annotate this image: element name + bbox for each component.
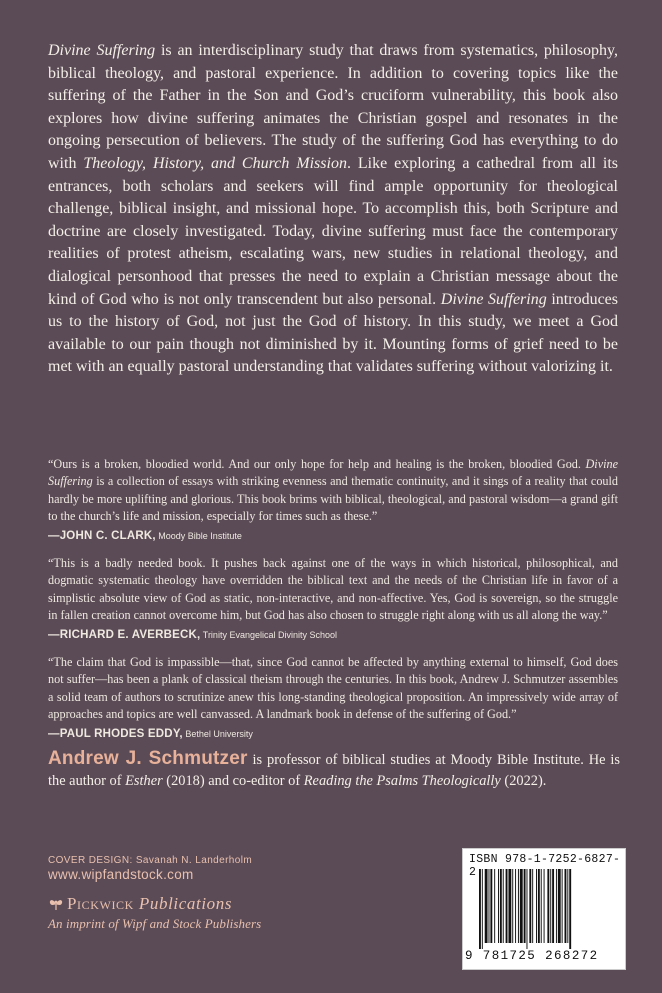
cover-design-credit: COVER DESIGN: Savanah N. Landerholm — [48, 855, 253, 866]
endorser-affiliation: Moody Bible Institute — [155, 530, 242, 541]
endorsement-3-signature — [48, 726, 618, 743]
endorsement-2-quote: “This is a badly needed book. It pushes back against one of the ways in which historical, philosophical, and dogmatic systematic theology have overridden the biblical text and the needs of the Christian life in favor of a simplistic absolute view of God as static, non-interactive, and non-affective. Yes, God is sovereign, so the struggle in fallen creation cannot overcome him, but God has also chosen to struggle right along with us all along the way.” — [48, 556, 618, 623]
endorsement-1 — [48, 456, 618, 545]
publisher-name-primary: Pickwick — [67, 894, 134, 913]
author-bio — [48, 748, 620, 792]
barcode-icon — [479, 869, 613, 949]
endorsement-1-quote-b: is a collection of essays with striking evenness and thematic continuity, and it sings of a reality that could hardly be more uplifting and glorious. This book brims with biblical, theological, and pastoral wisdom—a grand gift to the church’s life and mission, especially for times such as these.” — [48, 474, 618, 524]
author-book-2: Reading the Psalms Theologically — [303, 773, 501, 789]
author-bio-text-1: is professor of biblical studies at Moody Bible Institute. He is the author of — [48, 752, 620, 789]
credits — [48, 855, 252, 882]
endorsement-1-signature — [48, 528, 618, 545]
endorsement-1-quote-a: “Ours is a broken, bloodied world. And our only hope for help and healing is the broken, bloodied God. — [48, 457, 586, 471]
endorsement-3-quote: “The claim that God is impassible—that, since God cannot be affected by anything external to himself, God does not suffer—has been a plank of classical theism through the centuries. In this book, Andrew J. Schmutzer assembles a solid team of authors to scrutinize anew this long-standing theological proposition. An impressively wide array of approaches and topics are well canvassed. A landmark book in defense of the suffering of God.” — [48, 655, 618, 722]
publisher-name-secondary: Publications — [138, 894, 233, 913]
endorsement-2-signature — [48, 627, 618, 644]
book-description — [48, 40, 618, 379]
description-text-3: introduces us to the history of God, not just the God of history. In this study, we meet a God available to our pain though not diminished by it. Mounting forms of grief need to be met with an equally pastoral understanding that validates suffering without valorizing it. — [48, 290, 619, 376]
endorser-name: —RICHARD E. AVERBECK, — [48, 628, 201, 641]
isbn-label: ISBN 978-1-7252-6827-2 — [469, 853, 621, 879]
endorser-name: —JOHN C. CLARK, — [48, 529, 156, 542]
fleuron-icon — [48, 897, 64, 911]
author-bio-text-3: (2022). — [500, 773, 547, 789]
endorser-affiliation: Bethel University — [182, 728, 253, 739]
description-text-1: is an interdisciplinary study that draws from systematics, philosophy, biblical theology, and pastoral experience. In addition to covering topics like the suffering of the Father in the Son and God’s cruciform vulnerability, this book also explores how divine suffering animates the Christian gospel and resonates in the ongoing persecution of believers. The study of the suffering God has everything to do with — [48, 42, 619, 172]
endorser-affiliation: Trinity Evangelical Divinity School — [200, 629, 337, 640]
author-bio-text-2: (2018) and co-editor of — [162, 773, 304, 789]
description-title-2: Divine Suffering — [440, 290, 547, 308]
endorsement-3 — [48, 654, 618, 743]
publisher-imprint: An imprint of Wipf and Stock Publishers — [48, 916, 262, 931]
description-series-title: Theology, History, and Church Mission — [83, 154, 347, 172]
publisher-name — [48, 894, 261, 914]
publisher-website: www.wipfandstock.com — [48, 867, 194, 882]
endorsement-1-quote-italic: Divine Suffering — [48, 457, 618, 489]
publisher-logo — [48, 894, 261, 932]
endorsement-2 — [48, 555, 618, 644]
author-book-1: Esther — [125, 773, 163, 789]
ean-digits: 9 781725 268272 — [465, 949, 599, 963]
endorser-name: —PAUL RHODES EDDY, — [48, 727, 183, 740]
description-title-1: Divine Suffering — [48, 42, 156, 59]
author-name: Andrew J. Schmutzer — [48, 748, 248, 769]
isbn-barcode — [462, 848, 626, 970]
description-text-2: . Like exploring a cathedral from all its entrances, both scholars and seekers will find ample opportunity for theological challenge, biblical insight, and missional hope. To accomplish this, both Scripture and doctrine are closely investigated. Today, divine suffering must face the contemporary realities of protest atheism, escalating wars, new studies in relational theology, and dialogical personhood that presses the need to explain a Christian message about the kind of God who is not only transcendent but also personal. — [48, 154, 618, 308]
